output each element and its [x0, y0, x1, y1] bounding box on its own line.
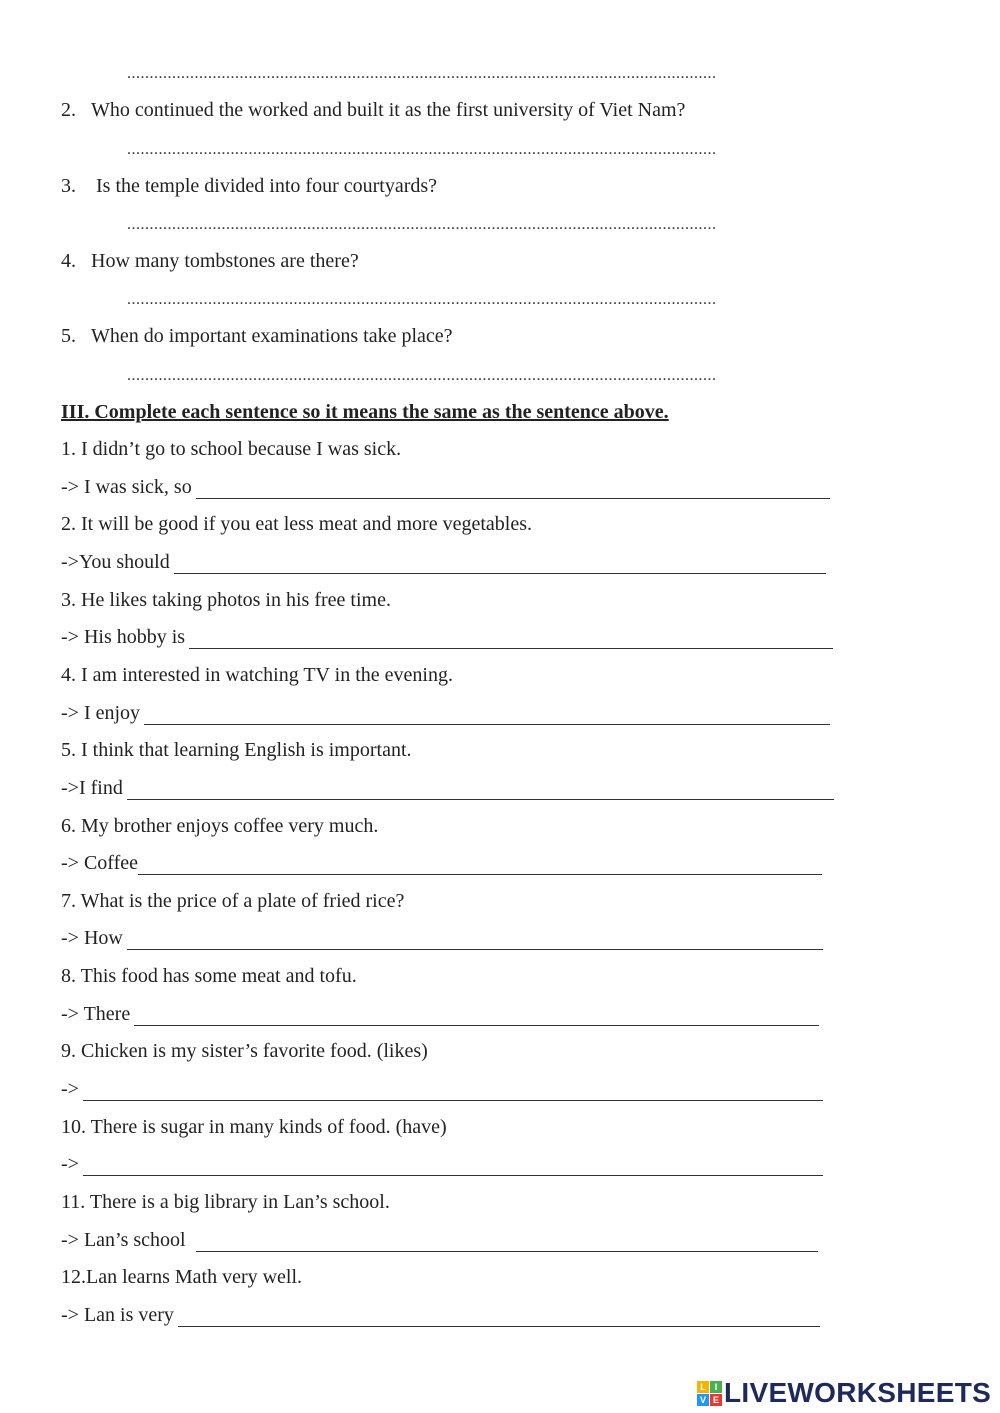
rewrite-line-8 [61, 1002, 819, 1026]
answer-blank[interactable] [196, 1233, 818, 1252]
question-number: 3. [61, 175, 76, 197]
brand-name: LIVEWORKSHEETS [724, 1377, 992, 1408]
rewrite-line-12 [61, 1303, 820, 1327]
sentence-10: 10. There is sugar in many kinds of food. (have) [61, 1116, 447, 1138]
rewrite-line-2 [61, 550, 826, 574]
question-number: 5. [61, 325, 76, 347]
answer-blank[interactable] [178, 1308, 820, 1327]
rewrite-line-1 [61, 475, 830, 499]
question-2 [61, 98, 685, 122]
question-number: 4. [61, 250, 76, 272]
answer-blank[interactable] [83, 1157, 823, 1176]
rewrite-line-11 [61, 1228, 818, 1252]
question-4 [61, 249, 359, 273]
rewrite-prompt: -> [61, 1153, 79, 1175]
rewrite-prompt: ->I find [61, 777, 123, 799]
sentence-1: 1. I didn’t go to school because I was sick. [61, 438, 402, 460]
logo-letter: L [697, 1381, 709, 1393]
answer-blank[interactable] [174, 555, 826, 574]
sentence-2: 2. It will be good if you eat less meat and more vegetables. [61, 513, 532, 535]
rewrite-prompt: -> [61, 1078, 79, 1100]
sentence-7: 7. What is the price of a plate of fried rice? [61, 890, 405, 912]
rewrite-line-5 [61, 776, 834, 800]
logo-letter: E [710, 1394, 722, 1406]
sentence-9: 9. Chicken is my sister’s favorite food. (likes) [61, 1040, 428, 1062]
answer-blank[interactable] [134, 1007, 819, 1026]
question-text: Who continued the worked and built it as the first university of Viet Nam? [91, 99, 686, 121]
question-text: Is the temple divided into four courtyards? [91, 175, 438, 197]
rewrite-prompt: -> How [61, 927, 123, 949]
liveworksheets-logo [697, 1377, 991, 1409]
rewrite-line-7 [61, 926, 823, 950]
sentence-12: 12.Lan learns Math very well. [61, 1266, 303, 1288]
rewrite-prompt: -> I was sick, so [61, 476, 192, 498]
answer-line-3[interactable]: ................................................................................................................................... [127, 216, 717, 233]
answer-line-1[interactable]: ................................................................................................................................... [127, 65, 717, 82]
rewrite-prompt: ->You should [61, 551, 170, 573]
rewrite-prompt: -> There [61, 1003, 131, 1025]
question-3 [61, 174, 437, 198]
rewrite-prompt: -> His hobby is [61, 626, 186, 648]
section-heading: III. Complete each sentence so it means the same as the sentence above. [61, 401, 669, 423]
sentence-4: 4. I am interested in watching TV in the evening. [61, 664, 453, 686]
logo-letter: V [697, 1394, 709, 1406]
rewrite-line-6 [61, 851, 822, 875]
answer-blank[interactable] [127, 931, 823, 950]
sentence-3: 3. He likes taking photos in his free time. [61, 589, 391, 611]
rewrite-prompt: -> Lan’s school [61, 1229, 186, 1251]
question-text: When do important examinations take place? [91, 325, 453, 347]
answer-line-2[interactable]: ................................................................................................................................... [127, 141, 717, 158]
sentence-8: 8. This food has some meat and tofu. [61, 965, 357, 987]
answer-blank[interactable] [144, 706, 830, 725]
answer-blank[interactable] [83, 1082, 823, 1101]
answer-line-5[interactable]: ................................................................................................................................... [127, 367, 717, 384]
rewrite-prompt: -> Coffee [61, 852, 138, 874]
sentence-11: 11. There is a big library in Lan’s school. [61, 1191, 390, 1213]
answer-line-4[interactable]: ................................................................................................................................... [127, 291, 717, 308]
question-5 [61, 324, 453, 348]
rewrite-prompt: -> Lan is very [61, 1304, 174, 1326]
rewrite-line-9 [61, 1077, 823, 1101]
rewrite-prompt: -> I enjoy [61, 702, 141, 724]
rewrite-line-3 [61, 625, 833, 649]
rewrite-line-4 [61, 701, 830, 725]
question-text: How many tombstones are there? [91, 250, 359, 272]
rewrite-line-10 [61, 1152, 823, 1176]
logo-letter: I [710, 1381, 722, 1393]
sentence-6: 6. My brother enjoys coffee very much. [61, 815, 379, 837]
answer-blank[interactable] [127, 781, 834, 800]
answer-blank[interactable] [196, 480, 830, 499]
sentence-5: 5. I think that learning English is important. [61, 739, 412, 761]
liveworksheets-icon [697, 1381, 722, 1406]
answer-blank[interactable] [189, 630, 833, 649]
answer-blank[interactable] [138, 856, 822, 875]
question-number: 2. [61, 99, 76, 121]
